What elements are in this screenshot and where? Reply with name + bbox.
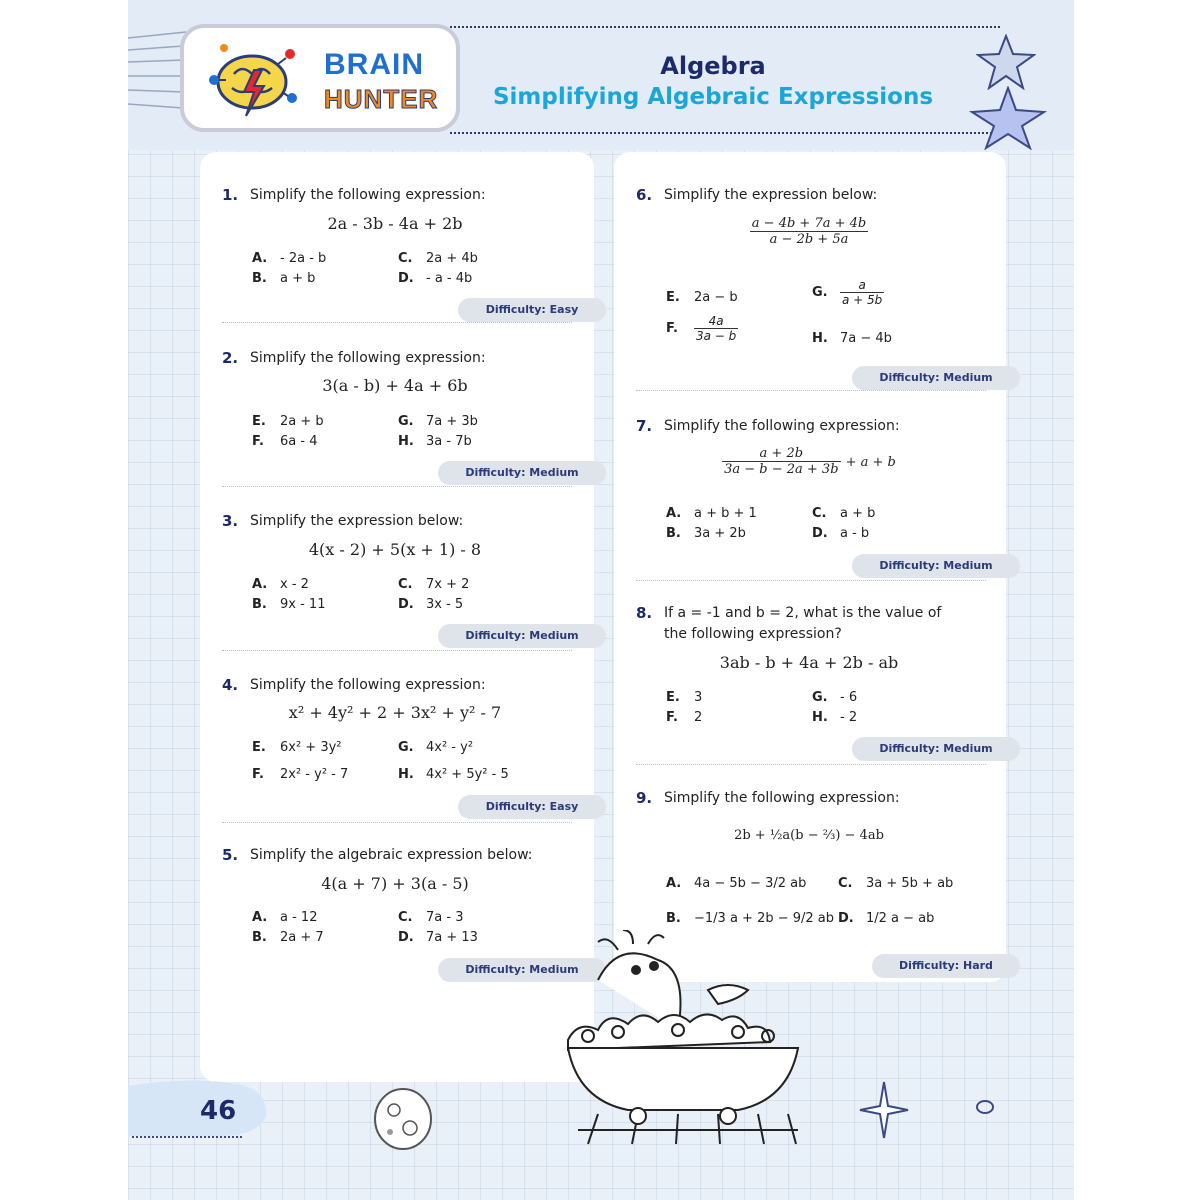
- question-expression: 2b + ½a(b − ⅔) − 4ab: [734, 828, 884, 843]
- speed-lines-decoration: [128, 28, 188, 118]
- difficulty-badge: Difficulty: Medium: [852, 737, 1020, 761]
- page-number: 46: [200, 1096, 237, 1126]
- answer-option[interactable]: A. 4a − 5b − 3/2 ab: [666, 876, 807, 891]
- question-prompt: Simplify the following expression:: [250, 677, 486, 693]
- question-expression: $\frac{a + 2b}{3a - b - 2a + 3b}$ + a + b: [724, 446, 896, 477]
- answer-option[interactable]: A. x - 2: [252, 577, 309, 592]
- difficulty-badge: Difficulty: Hard: [872, 954, 1020, 978]
- ring-icon: [974, 1098, 996, 1116]
- question-prompt: Simplify the following expression:: [250, 187, 486, 203]
- brain-icon: [204, 40, 300, 120]
- question-separator: [636, 390, 986, 391]
- sparkle-icon: [858, 1080, 910, 1140]
- page-number-dotline: [132, 1136, 242, 1138]
- question-separator: [222, 650, 572, 651]
- question-separator: [222, 322, 572, 323]
- answer-option[interactable]: A. - 2a - b: [252, 251, 327, 266]
- difficulty-badge: Difficulty: Medium: [438, 461, 606, 485]
- brain-hunter-logo: [180, 24, 460, 132]
- header-dotline-bottom: [450, 132, 1000, 134]
- answer-option[interactable]: B. 9x - 11: [252, 597, 326, 612]
- answer-option[interactable]: D. - a - 4b: [398, 271, 473, 286]
- answer-option[interactable]: D. 7a + 13: [398, 930, 478, 945]
- question-number: 8.: [636, 604, 653, 622]
- question-expression: 3(a - b) + 4a + 6b: [322, 376, 468, 395]
- answer-option[interactable]: C. 2a + 4b: [398, 251, 478, 266]
- question-prompt: Simplify the algebraic expression below:: [250, 847, 533, 863]
- answer-option[interactable]: C. a + b: [812, 506, 876, 521]
- answer-option[interactable]: D. 3x - 5: [398, 597, 464, 612]
- logo-line2: HUNTER: [324, 84, 439, 114]
- answer-option[interactable]: E. 3: [666, 690, 703, 705]
- answer-option[interactable]: F. 2: [666, 710, 703, 725]
- answer-option[interactable]: A. a + b + 1: [666, 506, 757, 521]
- star-icon-2: [968, 86, 1048, 150]
- answer-option[interactable]: C. 7a - 3: [398, 910, 464, 925]
- answer-option[interactable]: B. 2a + 7: [252, 930, 324, 945]
- question-prompt: Simplify the following expression:: [664, 418, 900, 434]
- header-dotline-top: [450, 26, 1000, 28]
- answer-option[interactable]: B. 3a + 2b: [666, 526, 746, 541]
- answer-option[interactable]: H. 4x² + 5y² - 5: [398, 767, 509, 782]
- answer-option[interactable]: G. 7a + 3b: [398, 414, 478, 429]
- answer-option[interactable]: G. $\frac{a}{a + 5b}$: [812, 278, 883, 307]
- question-prompt: Simplify the expression below:: [664, 187, 878, 203]
- question-number: 3.: [222, 512, 239, 530]
- answer-option[interactable]: H. 3a - 7b: [398, 434, 472, 449]
- difficulty-badge: Difficulty: Medium: [438, 958, 606, 982]
- question-number: 5.: [222, 846, 239, 864]
- question-number: 1.: [222, 186, 239, 204]
- question-prompt: Simplify the expression below:: [250, 513, 464, 529]
- mascot-bathtub-illustration: [558, 930, 818, 1150]
- question-expression: 4(a + 7) + 3(a - 5): [321, 874, 469, 893]
- answer-option[interactable]: A. a - 12: [252, 910, 318, 925]
- logo-line1: BRAIN: [324, 48, 424, 81]
- question-prompt: If a = -1 and b = 2, what is the value of: [664, 605, 942, 621]
- question-separator: [636, 764, 986, 765]
- answer-option[interactable]: E. 6x² + 3y²: [252, 740, 342, 755]
- difficulty-badge: Difficulty: Medium: [852, 366, 1020, 390]
- question-prompt-line2: the following expression?: [664, 626, 842, 642]
- answer-option[interactable]: E. 2a + b: [252, 414, 324, 429]
- question-number: 9.: [636, 789, 653, 807]
- question-number: 6.: [636, 186, 653, 204]
- question-number: 2.: [222, 349, 239, 367]
- question-separator: [222, 486, 572, 487]
- question-number: 4.: [222, 676, 239, 694]
- question-prompt: Simplify the following expression:: [664, 790, 900, 806]
- answer-option[interactable]: H. 7a − 4b: [812, 331, 892, 346]
- question-separator: [222, 822, 572, 823]
- page-subtitle: Simplifying Algebraic Expressions: [492, 84, 934, 110]
- answer-option[interactable]: D. a - b: [812, 526, 870, 541]
- answer-option[interactable]: F. 6a - 4: [252, 434, 318, 449]
- page-title: Algebra: [660, 52, 766, 80]
- answer-option[interactable]: D. 1/2 a − ab: [838, 911, 935, 926]
- question-expression: $\frac{a - 4b + 7a + 4b}{a - 2b + 5a}$: [751, 216, 867, 247]
- answer-option[interactable]: G. 4x² - y²: [398, 740, 474, 755]
- star-icon: [976, 34, 1036, 90]
- question-expression: 4(x - 2) + 5(x + 1) - 8: [308, 540, 482, 559]
- answer-option[interactable]: C. 3a + 5b + ab: [838, 876, 954, 891]
- worksheet-page: [128, 0, 1074, 1200]
- question-prompt: Simplify the following expression:: [250, 350, 486, 366]
- answer-option[interactable]: B. a + b: [252, 271, 316, 286]
- answer-option[interactable]: F. $\frac{4a}{3a - b}$: [666, 314, 737, 343]
- question-number: 7.: [636, 417, 653, 435]
- question-separator: [636, 580, 986, 581]
- answer-option[interactable]: E. 2a − b: [666, 290, 738, 305]
- answer-option[interactable]: F. 2x² - y² - 7: [252, 767, 349, 782]
- difficulty-badge: Difficulty: Medium: [438, 624, 606, 648]
- answer-option[interactable]: C. 7x + 2: [398, 577, 470, 592]
- answer-option[interactable]: H. - 2: [812, 710, 858, 725]
- question-expression: 3ab - b + 4a + 2b - ab: [719, 653, 899, 672]
- answer-option[interactable]: G. - 6: [812, 690, 858, 705]
- question-expression: x² + 4y² + 2 + 3x² + y² - 7: [288, 703, 502, 722]
- difficulty-badge: Difficulty: Easy: [458, 298, 606, 322]
- question-expression: 2a - 3b - 4a + 2b: [327, 214, 463, 233]
- answer-option[interactable]: B. −1/3 a + 2b − 9/2 ab: [666, 911, 835, 926]
- asteroid-decoration: [370, 1084, 436, 1154]
- difficulty-badge: Difficulty: Easy: [458, 795, 606, 819]
- difficulty-badge: Difficulty: Medium: [852, 554, 1020, 578]
